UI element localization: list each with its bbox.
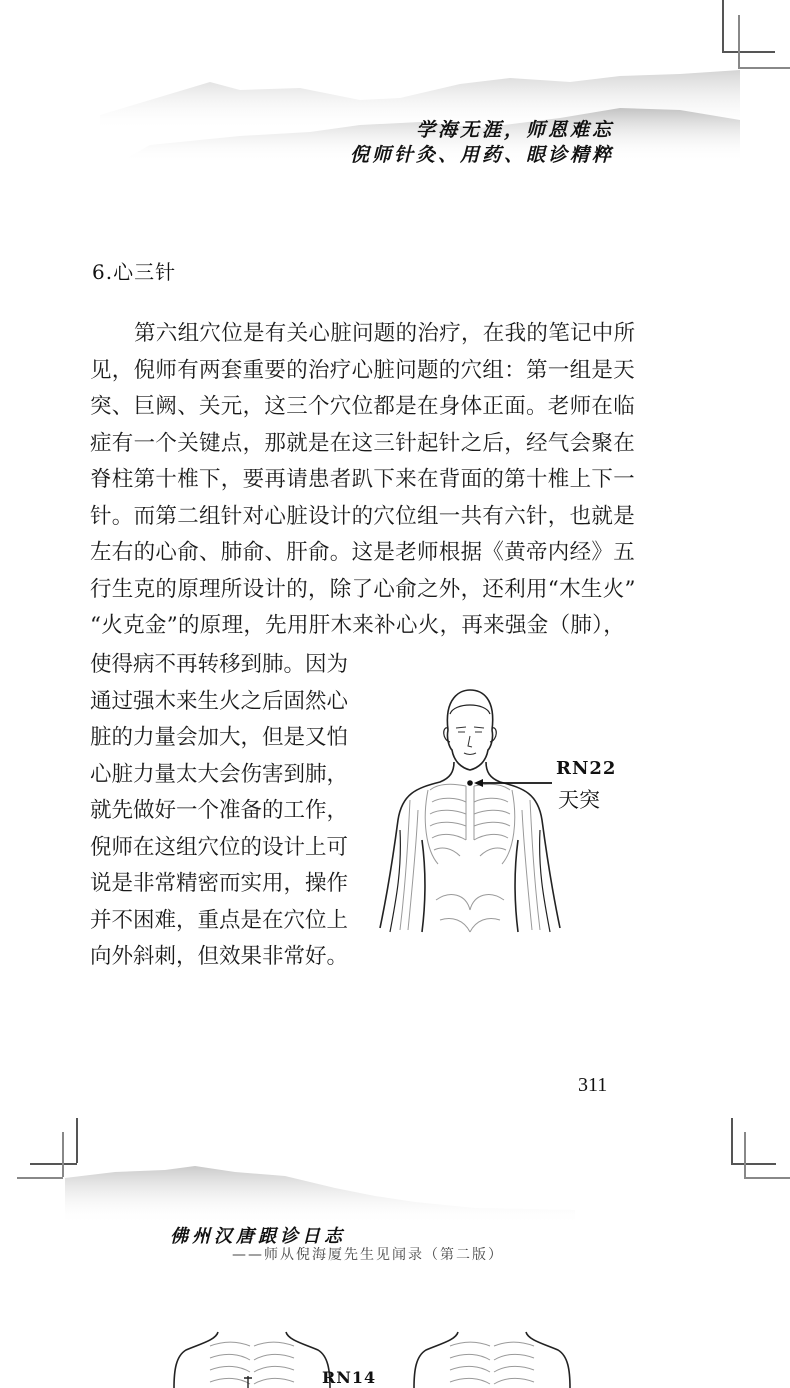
header-motto [350, 118, 614, 168]
acupoint-code-label: RN22 [556, 758, 617, 779]
acupoint-figures-bottom [170, 1310, 650, 1388]
section-title: 6.心三针 [92, 260, 177, 284]
paragraph-line: 见，倪师有两套重要的治疗心脏问题的穴组：第一组是天 [90, 357, 636, 383]
paragraph-line: 症有一个关键点，那就是在这三针起针之后，经气会聚在 [90, 430, 636, 456]
body-paragraph-narrow [90, 647, 380, 976]
paragraph-line: 倪师在这组穴位的设计上可 [90, 834, 349, 860]
paragraph-line: 向外斜刺，但效果非常好。 [90, 944, 349, 969]
acupoint-code-label: RN14 [322, 1368, 377, 1387]
acupoint-figure-rn22 [370, 680, 630, 935]
torso-illustration-left [170, 1310, 650, 1388]
motto-line-1: 学海无涯，师恩难忘 [415, 119, 614, 141]
paragraph-line: 针。而第二组针对心脏设计的穴位组一共有六针，也就是 [90, 503, 636, 529]
body-paragraph [90, 316, 636, 645]
acupoint-marker [467, 780, 473, 786]
paragraph-line: 通过强木来生火之后固然心 [90, 688, 349, 714]
paragraph-line: 突、巨阙、关元，这三个穴位都是在身体正面。老师在临 [90, 394, 636, 419]
paragraph-line: 脏的力量会加大，但是又怕 [90, 725, 349, 750]
book-title: 佛州汉唐跟诊日志 [170, 1226, 346, 1247]
book-subtitle: ——师从倪海厦先生见闻录（第二版） [232, 1247, 504, 1263]
motto-line-2: 倪师针灸、用药、眼诊精粹 [349, 144, 614, 166]
paragraph-line: 并不困难，重点是在穴位上 [90, 907, 349, 933]
paragraph-line: 就先做好一个准备的工作， [90, 798, 349, 823]
page-number: 311 [578, 1074, 608, 1096]
paragraph-line: 说是非常精密而实用，操作 [90, 871, 349, 896]
paragraph-line: “火克金”的原理，先用肝木来补心火，再来强金（肺）， [90, 613, 626, 638]
acupoint-name-label: 天突 [558, 788, 600, 812]
paragraph-line: 行生克的原理所设计的，除了心俞之外，还利用“木生火” [90, 576, 636, 602]
paragraph-line: 脊柱第十椎下，要再请患者趴下来在背面的第十椎上下一 [90, 467, 636, 492]
paragraph-line: 心脏力量太大会伤害到肺， [90, 761, 349, 787]
paragraph-line: 使得病不再转移到肺。因为 [90, 652, 349, 677]
paragraph-line: 第六组穴位是有关心脏问题的治疗，在我的笔记中所 [134, 321, 636, 346]
ink-wash-mountains-footer [55, 1160, 575, 1230]
paragraph-line: 左右的心俞、肺俞、肝俞。这是老师根据《黄帝内经》五 [90, 540, 636, 565]
